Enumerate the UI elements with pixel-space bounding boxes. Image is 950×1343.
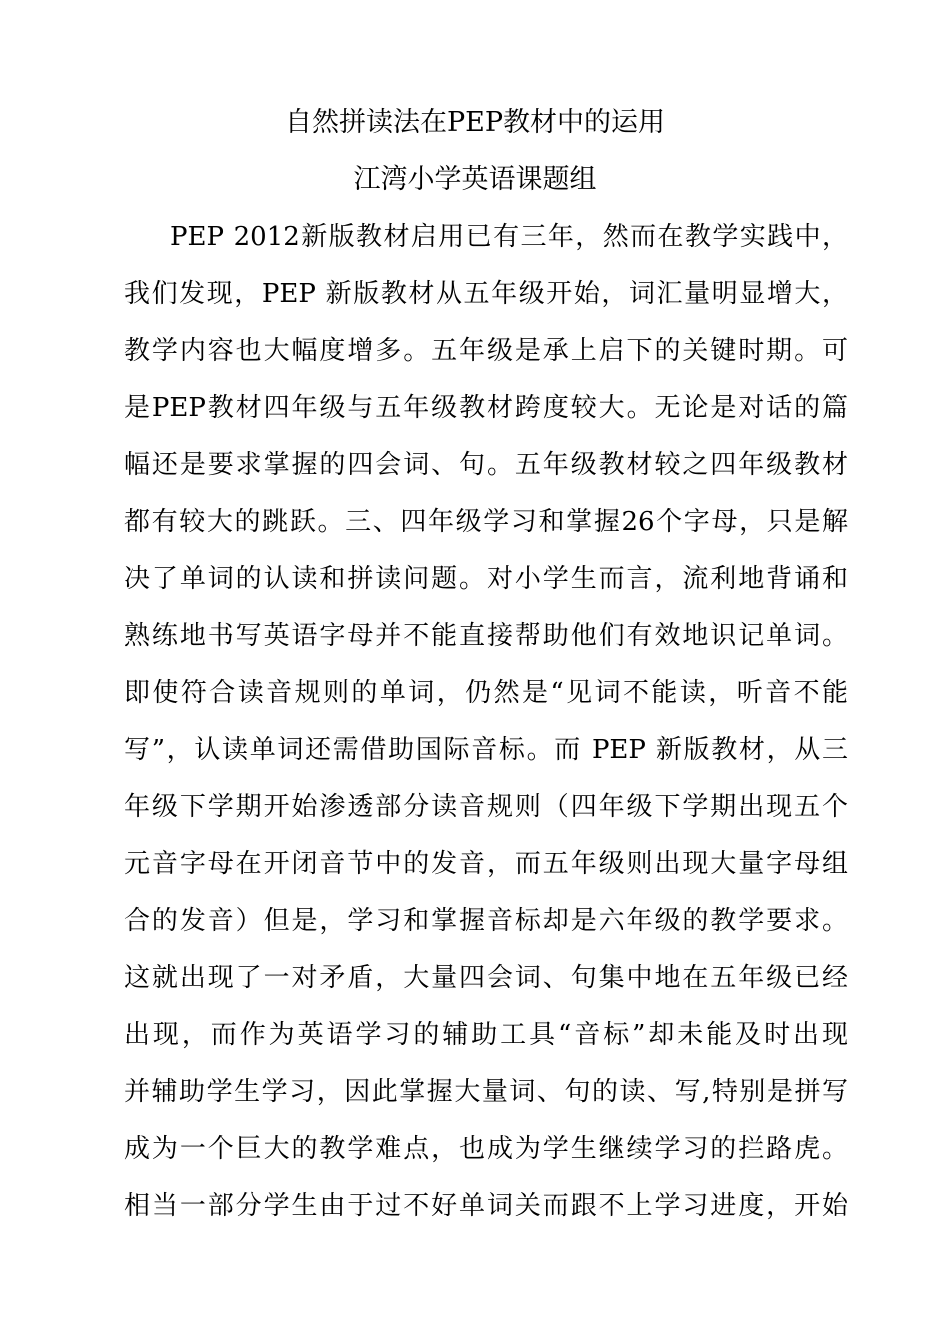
paragraph-line: 熟练地书写英语字母并不能直接帮助他们有效地识记单词。 bbox=[124, 621, 848, 651]
document-author: 江湾小学英语课题组 bbox=[353, 164, 597, 195]
paragraph-line: 写”，认读单词还需借助国际音标。而 PEP 新版教材，从三 bbox=[124, 735, 848, 765]
paragraph-line: 元音字母在开闭音节中的发音，而五年级则出现大量字母组 bbox=[124, 849, 848, 879]
paragraph-line: 我们发现，PEP 新版教材从五年级开始，词汇量明显增大， bbox=[124, 279, 848, 309]
paragraph-line: 年级下学期开始渗透部分读音规则（四年级下学期出现五个 bbox=[124, 792, 848, 822]
paragraph-line: 相当一部分学生由于过不好单词关而跟不上学习进度，开始 bbox=[124, 1191, 848, 1221]
paragraph-line: 幅还是要求掌握的四会词、句。五年级教材较之四年级教材 bbox=[124, 450, 848, 480]
paragraph-line: 并辅助学生学习，因此掌握大量词、句的读、写,特别是拼写 bbox=[124, 1077, 848, 1107]
paragraph-line: 是PEP教材四年级与五年级教材跨度较大。无论是对话的篇 bbox=[124, 393, 848, 423]
paragraph-line: 教学内容也大幅度增多。五年级是承上启下的关键时期。可 bbox=[124, 336, 848, 366]
paragraph-line: 都有较大的跳跃。三、四年级学习和掌握26个字母，只是解 bbox=[124, 507, 848, 537]
paragraph-line: 即使符合读音规则的单词，仍然是“见词不能读，听音不能 bbox=[124, 678, 848, 708]
paragraph-line: 这就出现了一对矛盾，大量四会词、句集中地在五年级已经 bbox=[124, 963, 848, 993]
paragraph-line: 决了单词的认读和拼读问题。对小学生而言，流利地背诵和 bbox=[124, 564, 848, 594]
document-title: 自然拼读法在PEP教材中的运用 bbox=[284, 107, 666, 138]
paragraph-line: 合的发音）但是，学习和掌握音标却是六年级的教学要求。 bbox=[124, 906, 848, 936]
paragraph-line: PEP 2012新版教材启用已有三年，然而在教学实践中， bbox=[170, 222, 848, 252]
paragraph-line: 成为一个巨大的教学难点，也成为学生继续学习的拦路虎。 bbox=[124, 1134, 848, 1164]
paragraph-line: 出现，而作为英语学习的辅助工具“音标”却未能及时出现 bbox=[124, 1020, 848, 1050]
